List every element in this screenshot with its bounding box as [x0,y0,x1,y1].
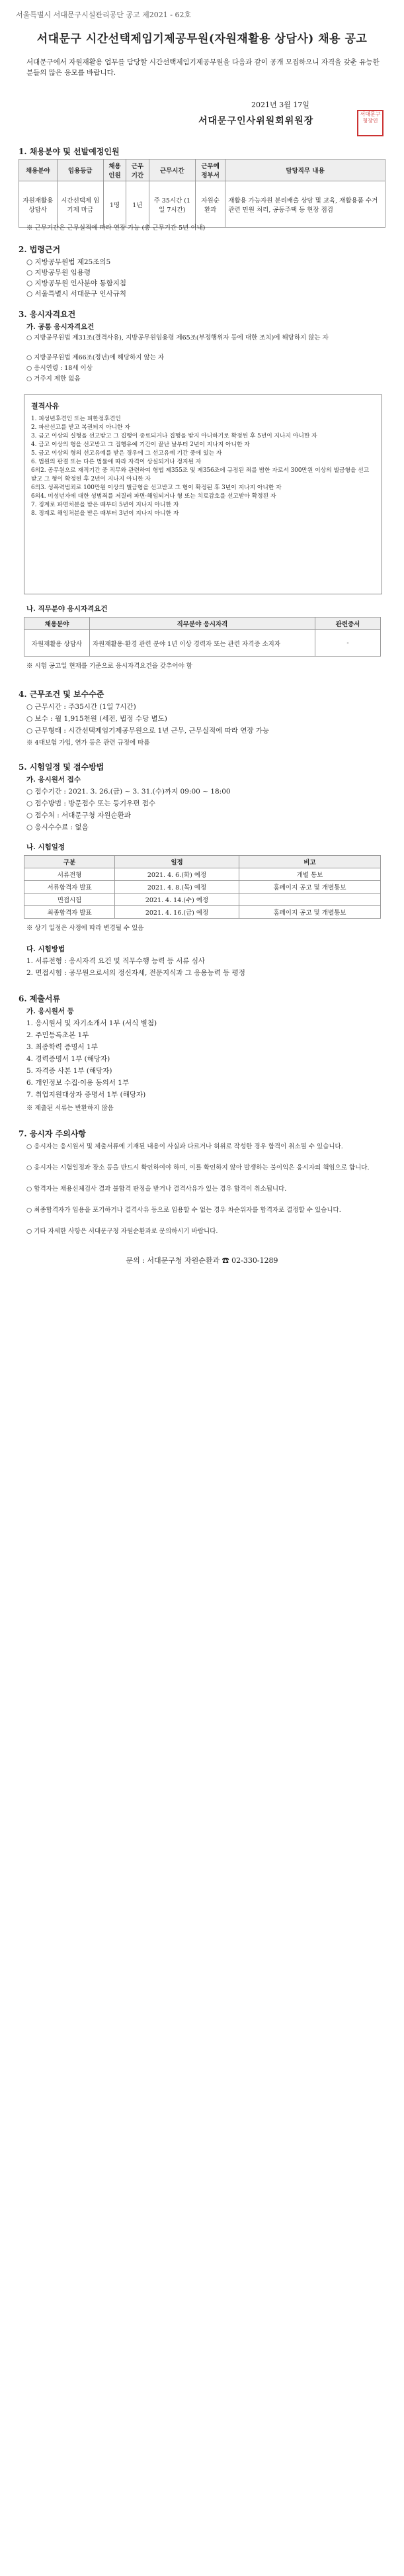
table-header: 담당직무 내용 [225,160,385,181]
job-requirements-table [24,617,381,657]
notice-item: ○ 최종합격자가 임용을 포기하거나 결격사유 등으로 임용할 수 없는 경우 차순위자를 합격자로 결정할 수 있습니다. [26,1207,341,1214]
document-item: 1. 응시원서 및 자기소개서 1부 (서식 별첨) [26,1019,157,1027]
box-line: 6의4. 미성년자에 대한 성범죄를 저질러 파면·해임되거나 형 또는 치료감호를 선고받아 확정된 자 [31,493,276,500]
official-seal: 서대문구청장인 [357,110,384,136]
table-cell: 재활용 가능자원 분리배출 상담 및 교육, 재활용품 수거 관련 민원 처리, 공동주택 등 현장 점검 [225,181,385,228]
box-line: 6의2. 공무원으로 재직기간 중 직무와 관련하여 형법 제355조 및 제356조에 규정된 죄를 범한 자로서 300만원 이상의 벌금형을 선고받고 그 형이 확정된 후 2년이 지나지 아니한 자 [31,467,370,483]
requirement-item: ○ 응시연령 : 18세 이상 [26,365,93,372]
table-header: 채용분야 [19,160,58,181]
table-header: 근무시간 [149,160,196,181]
section-3-note: ※ 시험 공고일 현재를 기준으로 응시자격요건을 갖추어야 함 [26,663,192,670]
document-item: 6. 개인정보 수집·이용 동의서 1부 [26,1079,130,1087]
table-header: 직무분야 응시자격 [90,618,315,630]
condition-item: ○ 보수 : 월 1,915천원 (세전, 법정 수당 별도) [26,715,167,723]
table-cell: 시간선택제 임기제 마급 [57,181,103,228]
box-line: 6의3. 성폭력범죄로 100만원 이상의 벌금형을 선고받고 그 형이 확정된 후 3년이 지나지 아니한 자 [31,484,282,491]
section-4-heading: 4. 근무조건 및 보수수준 [19,690,104,699]
table-header: 채용분야 [24,618,90,630]
table-cell: 자원순환과 [196,181,225,228]
table-cell: 홈페이지 공고 및 개별통보 [239,881,380,894]
box-line: 6. 법원의 판결 또는 다른 법률에 따라 자격이 상실되거나 정지된 자 [31,459,202,465]
table-cell: 주 35시간 (1일 7시간) [149,181,196,228]
table-row [24,868,381,881]
schedule-table [24,855,381,919]
requirement-item: ○ 지방공무원법 제31조(결격사유), 지방공무원임용령 제65조(부정행위자 등에 대한 조치)에 해당하지 않는 자 [26,334,329,342]
documents-heading: 가. 응시원서 등 [26,1007,74,1015]
box-line: 3. 금고 이상의 실형을 선고받고 그 집행이 종료되거나 집행을 받지 아니하기로 확정된 후 5년이 지나지 아니한 자 [31,433,317,439]
section-4-note: ※ 4대보험 가입, 연가 등은 관련 규정에 따름 [26,739,150,747]
notice-item: ○ 응시자는 시험일정과 장소 등을 반드시 확인하여야 하며, 이를 확인하지 않아 발생하는 불이익은 응시자의 책임으로 합니다. [26,1164,370,1172]
table-header: 일정 [115,856,239,868]
table-cell: 1년 [126,181,149,228]
table-cell: - [315,630,381,657]
table-header: 채용인원 [103,160,126,181]
section-6-note: ※ 제출된 서류는 반환하지 않음 [26,1105,114,1112]
box-line: 1. 피성년후견인 또는 피한정후견인 [31,416,121,422]
table-cell: 홈페이지 공고 및 개별통보 [239,906,380,919]
application-item: ○ 응시수수료 : 없음 [26,823,89,831]
document-title: 서대문구 시간선택제임기제공무원(자원재활용 상담사) 채용 공고 [36,32,368,46]
box-content [31,415,374,518]
box-title: 결격사유 [31,402,60,410]
requirement-item: ○ 거주지 제한 없음 [26,375,81,383]
schedule-heading: 나. 시험일정 [26,843,65,851]
application-item: ○ 접수기간 : 2021. 3. 26.(금) ~ 3. 31.(수)까지 09:00 ~ 18:00 [26,788,231,796]
table-row [24,881,381,894]
exam-method-item: 2. 면접시험 : 공무원으로서의 정신자세, 전문지식과 그 응용능력 등 평정 [26,969,245,977]
box-line: 4. 금고 이상의 형을 선고받고 그 집행유예 기간이 끝난 날부터 2년이 지나지 아니한 자 [31,441,250,448]
application-item: ○ 접수처 : 서대문구청 자원순환과 [26,811,131,819]
table-cell: 서류전형 [24,868,115,881]
table-cell: 2021. 4. 6.(화) 예정 [115,868,239,881]
application-heading: 가. 응시원서 접수 [26,776,81,784]
section-7-heading: 7. 응시자 주의사항 [19,1129,87,1138]
notice-item: ○ 응시자는 응시원서 및 제출서류에 기재된 내용이 사실과 다르거나 허위로 작성한 경우 합격이 취소될 수 있습니다. [26,1143,343,1150]
exam-method-heading: 다. 시험방법 [26,945,65,953]
law-item: ○ 서울특별시 서대문구 인사규칙 [26,290,127,298]
table-cell: 2021. 4. 14.(수) 예정 [115,894,239,906]
notice-item: ○ 기타 자세한 사항은 서대문구청 자원순환과로 문의하시기 바랍니다. [26,1228,218,1235]
section-1-note: ※ 근무기간은 근무실적에 따라 연장 가능 (총 근무기간 5년 이내) [26,224,206,232]
application-item: ○ 접수방법 : 방문접수 또는 등기우편 접수 [26,800,156,807]
section-5-note: ※ 상기 일정은 사정에 따라 변경될 수 있음 [26,925,144,932]
law-item: ○ 지방공무원 인사분야 통합지침 [26,279,127,287]
box-line: 2. 파산선고를 받고 복권되지 아니한 자 [31,424,130,431]
document-number: 서울특별시 서대문구시설관리공단 공고 제2021 - 62호 [16,11,192,19]
table-cell: 2021. 4. 16.(금) 예정 [115,906,239,919]
table-cell: 2021. 4. 8.(목) 예정 [115,881,239,894]
exam-method-item: 1. 서류전형 : 응시자격 요건 및 직무수행 능력 등 서류 심사 [26,957,206,965]
law-item: ○ 지방공무원 임용령 [26,269,91,277]
requirement-item: ○ 지방공무원법 제66조(정년)에 해당하지 않는 자 [26,354,165,361]
section-2-heading: 2. 법령근거 [19,245,61,254]
section-1-heading: 1. 채용분야 및 선발예정인원 [19,147,120,156]
notice-item: ○ 합격자는 채용신체검사 결과 불합격 판정을 받거나 결격사유가 있는 경우 합격이 취소됩니다. [26,1185,287,1193]
table-cell: 1명 [103,181,126,228]
table-cell: 서류합격자 발표 [24,881,115,894]
table-header: 임용등급 [57,160,103,181]
table-header: 비고 [239,856,380,868]
table-cell: 면접시험 [24,894,115,906]
condition-item: ○ 근무시간 : 주35시간 (1일 7시간) [26,703,136,711]
table-header: 구분 [24,856,115,868]
law-item: ○ 지방공무원법 제25조의5 [26,258,111,266]
intro-text: 서대문구에서 자원재활용 업무를 담당할 시간선택제임기제공무원을 다음과 같이 공개 모집하오니 자격을 갖춘 유능한 분들의 많은 응모를 바랍니다. [26,58,380,77]
table-cell: 개별 통보 [239,868,380,881]
section-5-heading: 5. 시험일정 및 접수방법 [19,762,104,772]
table-cell [239,894,380,906]
table-cell: 최종합격자 발표 [24,906,115,919]
table-row [24,894,381,906]
section-6-heading: 6. 제출서류 [19,994,61,1003]
section-3-heading: 3. 응시자격요건 [19,310,76,319]
table-cell: 자원재활용 상담사 [19,181,58,228]
announce-date: 2021년 3월 17일 [251,101,309,109]
document-item: 4. 경력증명서 1부 (해당자) [26,1055,110,1063]
box-line: 5. 금고 이상의 형의 선고유예를 받은 경우에 그 선고유예 기간 중에 있는 자 [31,450,222,457]
org-name: 서대문구인사위원회위원장 [198,116,314,126]
table-header: 관련증서 [315,618,381,630]
table-cell: 자원재활용 상담사 [24,630,90,657]
box-line: 7. 징계로 파면처분을 받은 때부터 5년이 지나지 아니한 자 [31,502,179,508]
disqualification-box [24,394,382,594]
document-item: 7. 취업지원대상자 증명서 1부 (해당자) [26,1091,146,1099]
table-header: 근무기간 [126,160,149,181]
box-line: 8. 징계로 해임처분을 받은 때부터 3년이 지나지 아니한 자 [31,510,179,517]
contact-info: 문의 : 서대문구청 자원순환과 ☎ 02-330-1289 [126,1256,278,1265]
table-row [24,906,381,919]
common-requirements-heading: 가. 공통 응시자격요건 [26,323,95,331]
document-item: 3. 최종학력 증명서 1부 [26,1043,98,1051]
document-item: 2. 주민등록초본 1부 [26,1031,89,1039]
table-header: 근무예정부서 [196,160,225,181]
table-cell: 자원재활용·환경 관련 분야 1년 이상 경력자 또는 관련 자격증 소지자 [90,630,315,657]
recruitment-table [19,159,385,228]
job-requirements-heading: 나. 직무분야 응시자격요건 [26,605,108,613]
condition-item: ○ 근무형태 : 시간선택제임기제공무원으로 1년 근무, 근무실적에 따라 연장 가능 [26,727,270,735]
document-item: 5. 자격증 사본 1부 (해당자) [26,1067,112,1075]
